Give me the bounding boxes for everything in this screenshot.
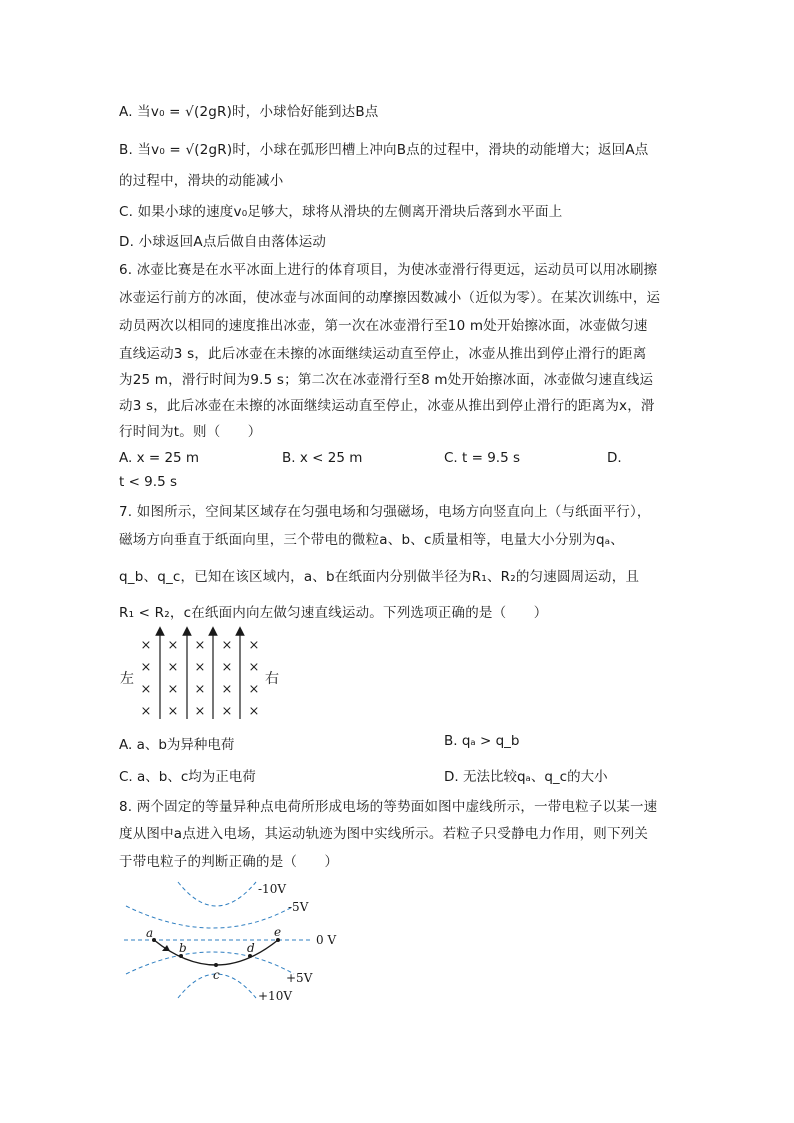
- q5-option-b-line1: B. 当v₀ = √(2gR)时，小球在弧形凹槽上冲向B点的过程中，滑块的动能增大；返回A点: [119, 142, 649, 158]
- q5-option-d: D. 小球返回A点后做自由落体运动: [119, 234, 327, 250]
- svg-text:×: ×: [140, 638, 152, 653]
- label-minus5v: -5V: [288, 900, 309, 914]
- svg-text:×: ×: [140, 704, 152, 719]
- label-plus10v: +10V: [258, 989, 292, 1003]
- svg-text:×: ×: [221, 704, 233, 719]
- q6-line-4: 直线运动3 s，此后冰壶在未擦的冰面继续运动直至停止，冰壶从推出到停止滑行的距离: [119, 346, 647, 362]
- q6-line-5: 为25 m，滑行时间为9.5 s；第二次在冰壶滑行至8 m处开始擦冰面，冰壶做匀速直线运: [119, 372, 654, 388]
- trajectory-arrow: [162, 945, 170, 951]
- magnetic-crosses: [141, 638, 260, 719]
- svg-text:×: ×: [221, 638, 233, 653]
- q6-line-1: 6. 冰壶比赛是在水平冰面上进行的体育项目，为使冰壶滑行得更远，运动员可以用冰刷擦: [119, 262, 658, 278]
- label-e: e: [274, 925, 282, 939]
- q6-option-d-value: t < 9.5 s: [119, 474, 177, 490]
- svg-text:×: ×: [167, 638, 179, 653]
- q7-option-c: C. a、b、c均为正电荷: [119, 769, 256, 785]
- q8-line-2: 度从图中a点进入电场，其运动轨迹为图中实线所示。若粒子只受静电力作用，则下列关: [119, 826, 649, 842]
- q8-line-1: 8. 两个固定的等量异种点电荷所形成电场的等势面如图中虚线所示，一带电粒子以某一速: [119, 799, 658, 815]
- q7-line-2: 磁场方向垂直于纸面向里，三个带电的微粒a、b、c质量相等，电量大小分别为qₐ、: [119, 532, 624, 548]
- svg-text:×: ×: [248, 682, 260, 697]
- svg-text:×: ×: [194, 704, 206, 719]
- q5-option-c: C. 如果小球的速度v₀足够大，球将从滑块的左侧离开滑块后落到水平面上: [119, 204, 563, 220]
- svg-text:×: ×: [221, 660, 233, 675]
- label-minus10v: -10V: [258, 882, 286, 896]
- q7-option-d: D. 无法比较qₐ、q_c的大小: [444, 769, 608, 785]
- q6-line-2: 冰壶运行前方的冰面，使冰壶与冰面间的动摩擦因数减小（近似为零）。在某次训练中，运: [119, 290, 661, 306]
- q6-line-3: 动员两次以相同的速度推出冰壶，第一次在冰壶滑行至10 m处开始擦冰面，冰壶做匀速: [119, 318, 648, 334]
- q7-fig-right-label: 右: [265, 671, 279, 687]
- q5-option-a: A. 当v₀ = √(2gR)时，小球恰好能到达B点: [119, 104, 379, 120]
- label-d: d: [247, 941, 255, 955]
- svg-text:×: ×: [248, 638, 260, 653]
- label-c: c: [213, 968, 220, 982]
- q7-fig-left-label: 左: [120, 671, 134, 687]
- q6-option-a: A. x = 25 m: [119, 450, 200, 466]
- q6-option-d-label: D.: [607, 450, 622, 466]
- q7-option-b: B. qₐ > q_b: [444, 733, 520, 749]
- svg-text:×: ×: [194, 682, 206, 697]
- svg-text:×: ×: [167, 682, 179, 697]
- q7-line-1: 7. 如图所示，空间某区域存在匀强电场和匀强磁场，电场方向竖直向上（与纸面平行），: [119, 504, 651, 520]
- equipotential-minus10: [178, 882, 256, 906]
- q8-line-3: 于带电粒子的判断正确的是（ ）: [119, 854, 339, 870]
- svg-text:×: ×: [167, 660, 179, 675]
- q6-option-b: B. x < 25 m: [282, 450, 363, 466]
- q7-line-3: q_b、q_c，已知在该区域内，a、b在纸面内分别做半径为R₁、R₂的匀速圆周运动，且: [119, 569, 640, 585]
- svg-text:×: ×: [194, 660, 206, 675]
- svg-text:×: ×: [167, 704, 179, 719]
- q7-field-figure: [115, 625, 315, 725]
- svg-text:×: ×: [248, 704, 260, 719]
- q6-line-6: 动3 s，此后冰壶在未擦的冰面继续运动直至停止，冰壶从推出到停止滑行的距离为x，滑: [119, 398, 655, 414]
- svg-text:×: ×: [194, 638, 206, 653]
- svg-text:×: ×: [248, 660, 260, 675]
- svg-text:×: ×: [221, 682, 233, 697]
- point-c: [214, 963, 218, 967]
- q6-option-c: C. t = 9.5 s: [444, 450, 520, 466]
- svg-text:×: ×: [140, 660, 152, 675]
- label-plus5v: +5V: [286, 971, 313, 985]
- equipotential-plus5: [126, 952, 294, 974]
- label-zero-v: 0 V: [316, 933, 337, 947]
- equipotential-minus5: [126, 906, 294, 928]
- q5-option-b-line2: 的过程中，滑块的动能减小: [119, 173, 284, 189]
- label-a: a: [146, 926, 154, 940]
- q8-equipotential-figure: [118, 878, 358, 1008]
- svg-text:×: ×: [140, 682, 152, 697]
- q7-line-4: R₁ < R₂，c在纸面内向左做匀速直线运动。下列选项正确的是（ ）: [119, 605, 548, 621]
- q7-option-a: A. a、b为异种电荷: [119, 737, 235, 753]
- q6-line-7: 行时间为t。则（ ）: [119, 424, 262, 440]
- label-b: b: [179, 941, 187, 955]
